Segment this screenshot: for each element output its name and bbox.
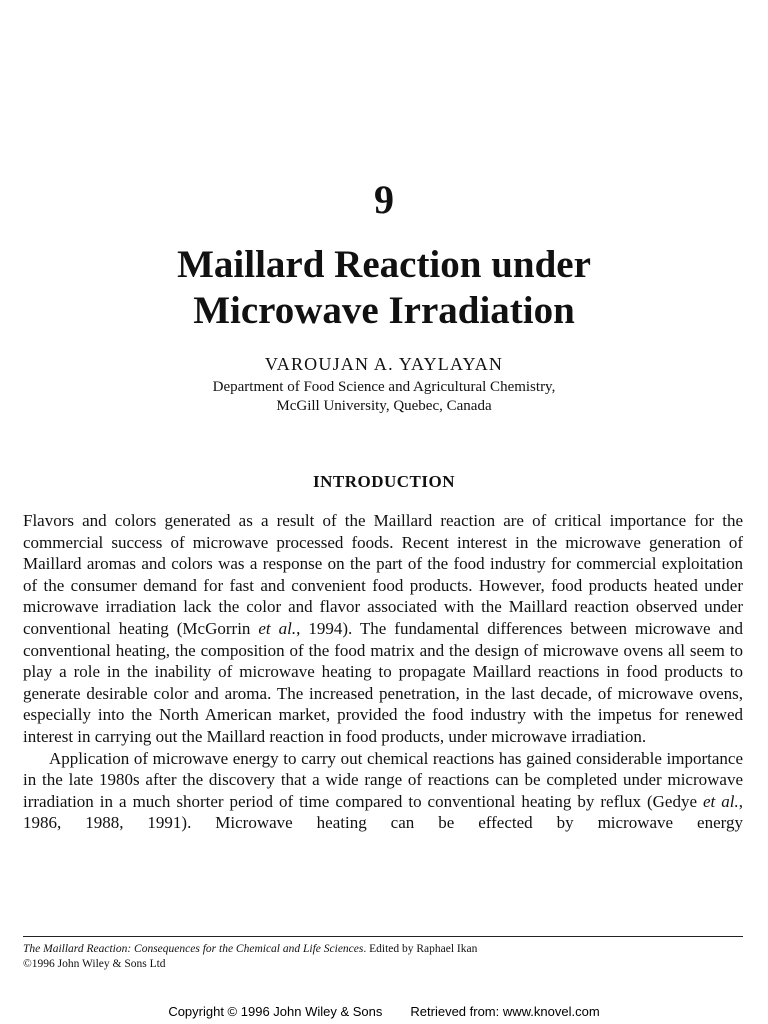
footer-copyright: Copyright © 1996 John Wiley & Sons [168,1004,383,1019]
edited-by: . Edited by Raphael Ikan [363,943,478,955]
author-affiliation [0,378,768,416]
page-footer [0,1004,768,1019]
author-name: VAROUJAN A. YAYLAYAN [264,354,504,374]
chapter-title-line-1: Maillard Reaction under [177,243,591,286]
paragraph-1 [23,510,743,748]
footnote [23,942,743,972]
footnote-line-1 [23,942,743,957]
affiliation-line-2: McGill University, Quebec, Canada [276,398,492,414]
paragraph-1-text-b: , 1994). The fundamental differences between microwave and conventional heating, the composition of the food matrix and the design of microwave ovens all seem to play a role in the inability of microwave heating to propagate Maillard reactions in food products to generate desirable color and aroma. The increased penetration, in the last decade, of microwave ovens, especially into the North American market, provided the food industry with the impetus for renewed interest in carrying out the Maillard reaction in food products, under microwave irradiation. [23,618,744,746]
footnote-copyright: ©1996 John Wiley & Sons Ltd [23,958,166,970]
paragraph-2-text-b: , 1986, 1988, 1991). Microwave heating can be effected by microwave energy [23,791,744,833]
footnote-divider [23,936,743,937]
paragraph-2-text-a: Application of microwave energy to carry out chemical reactions has gained considerable importance in the late 1980s after the discovery that a wide range of reactions can be completed under microwave irradiation in a much shorter period of time compared to conventional heating by reflux (Gedye [23,748,743,811]
chapter-title [0,242,768,334]
paragraph-2 [23,748,743,834]
paragraph-1-text-a: Flavors and colors generated as a result of the Maillard reaction are of critical importance for the commercial success of microwave processed foods. Recent interest in the microwave generation of Maillard aromas and colors was a response on the part of the food industry for commercial exploitation of the consumer demand for fast and convenient food products. However, food products heated under microwave irradiation lack the color and flavor associated with the Maillard reaction observed under conventional heating (McGorrin [23,511,743,638]
book-title: The Maillard Reaction: Consequences for the Chemical and Life Sciences [23,943,364,955]
affiliation-line-1: Department of Food Science and Agricultural Chemistry, [212,379,556,395]
et-al-citation: et al. [703,791,739,811]
chapter-title-line-2: Microwave Irradiation [193,289,575,332]
et-al-citation: et al. [258,618,297,638]
chapter-number: 9 [374,177,394,222]
footer-retrieved-link[interactable]: Retrieved from: www.knovel.com [410,1004,600,1019]
section-heading: INTRODUCTION [312,472,456,491]
body-text [23,510,743,834]
